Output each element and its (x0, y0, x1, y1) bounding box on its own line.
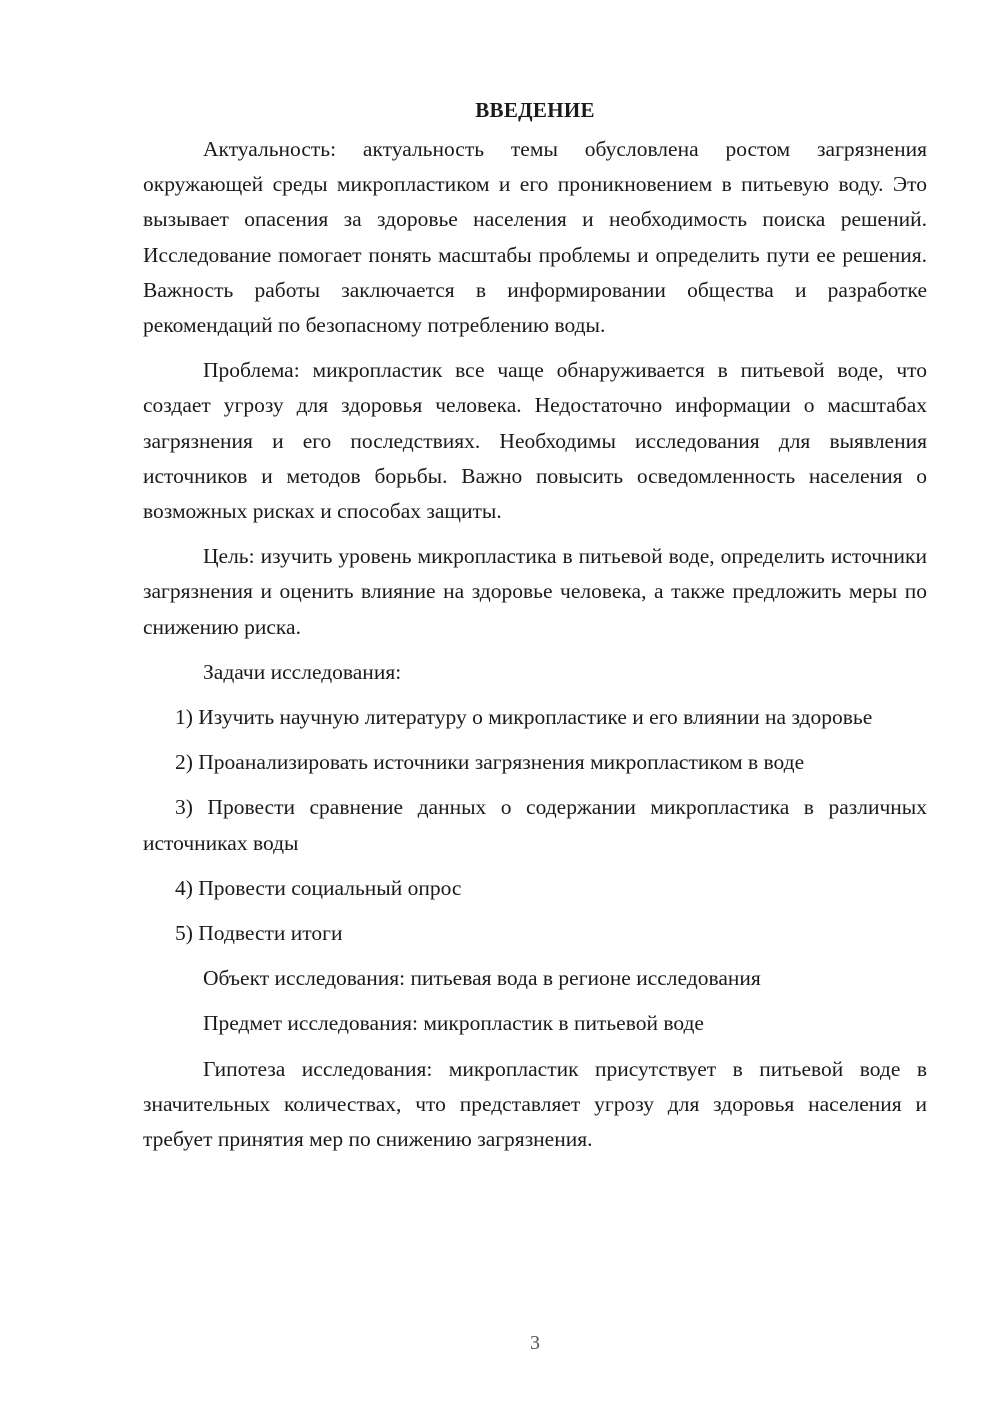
paragraph-relevance: Актуальность: актуальность темы обусловлена ростом загрязнения окружающей среды микропластиком и его проникновением в питьевую воду. Это вызывает опасения за здоровье населения и необходимость поиска решений. Исследование помогает понять масштабы проблемы и определить пути ее решения. Важность работы заключается в информировании общества и разработке рекомендаций по безопасному потреблению воды. (143, 137, 927, 338)
paragraph-problem: Проблема: микропластик все чаще обнаруживается в питьевой воде, что создает угрозу для здоровья человека. Недостаточно информации о масштабах загрязнения и его последствиях. Необходимы исследования для выявления источников и методов борьбы. Важно повысить осведомленность населения о возможных рисках и способах защиты. (143, 358, 927, 524)
document-page (143, 92, 927, 1167)
page-number: 3 (530, 1332, 540, 1354)
task-item-5: 5) Подвести итоги (175, 921, 343, 946)
paragraph-hypothesis: Гипотеза исследования: микропластик присутствует в питьевой воде в значительных количествах, что представляет угрозу для здоровья населения и требует принятия мер по снижению загрязнения. (143, 1056, 927, 1152)
paragraph-subject: Предмет исследования: микропластик в питьевой воде (203, 1011, 704, 1036)
tasks-heading: Задачи исследования: (203, 659, 402, 684)
paragraph-goal: Цель: изучить уровень микропластика в питьевой воде, определить источники загрязнения и оценить влияние на здоровье человека, а также предложить меры по снижению риска. (143, 544, 927, 639)
task-item-1: 1) Изучить научную литературу о микропластике и его влиянии на здоровье (175, 705, 873, 730)
paragraph-object: Объект исследования: питьевая вода в регионе исследования (203, 966, 761, 991)
task-item-4: 4) Провести социальный опрос (175, 875, 462, 900)
section-title: ВВЕДЕНИЕ (475, 98, 595, 122)
task-item-2: 2) Проанализировать источники загрязнения микропластиком в воде (175, 750, 805, 775)
task-item-3: 3) Провести сравнение данных о содержании микропластика в различных источниках воды (143, 795, 927, 855)
